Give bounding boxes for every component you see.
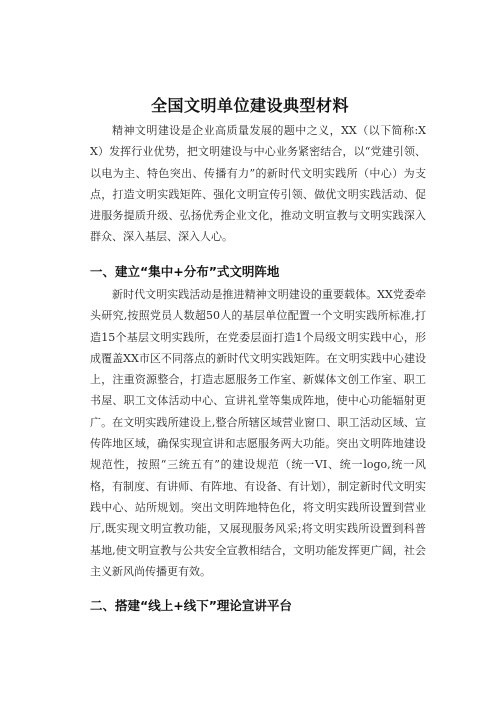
intro-paragraph: 精神文明建设是企业高质量发展的题中之义，XX（以下简称:XX）发挥行业优势，把文明建设与中心业务紧密结合，以“党建引领、以电为主、特色突出、传播有力”的新时代文明实践所（中心）为支点，打造文明实践矩阵、强化文明宣传引领、做优文明实践活动、促进服务提质升级、弘扬优秀企业文化，推动文明宣教与文明实践深入群众、深入基层、深入人心。 — [90, 124, 426, 244]
document-title: 全国文明单位建设典型材料 — [150, 96, 349, 115]
section-heading-2: 二、搭建“线上+线下”理论宣讲平台 — [90, 598, 292, 613]
section-1-paragraph: 新时代文明实践活动是推进精神文明建设的重要载体。XX党委牵头研究,按照党员人数超50人的基层单位配置一个文明实践所标准,打造15个基层文明实践所，在党委层面打造1个局级文明实践中心，形成覆盖XX市区不同落点的新时代文明实践矩阵。在文明实践中心建设上，注重资源整合，打造志愿服务工作室、新媒体文创工作室、职工书屋、职工文体活动中心、宣讲礼堂等集成阵地，使中心功能辐射更广。在文明实践所建设上,整合所辖区域营业窗口、职工活动区域、宣传阵地区域，确保实现宣讲和志愿服务两大功能。突出文明阵地建设规范性，按照“三统五有”的建设规范（统一VI、统一logo,统一风格，有制度、有讲师、有阵地、有设备、有计划），制定新时代文明实践中心、站所规划。突出文明阵地特色化，将文明实践所设置到营业厅,既实现文明宣教功能，又展现服务风采;将文明实践所设置到科普基地,使文明宣教与公共安全宣教相结合，文明功能发挥更广阔，社会主义新风尚传播更有效。 — [90, 288, 426, 578]
section-heading-1: 一、建立“集中+分布”式文明阵地 — [90, 264, 280, 279]
